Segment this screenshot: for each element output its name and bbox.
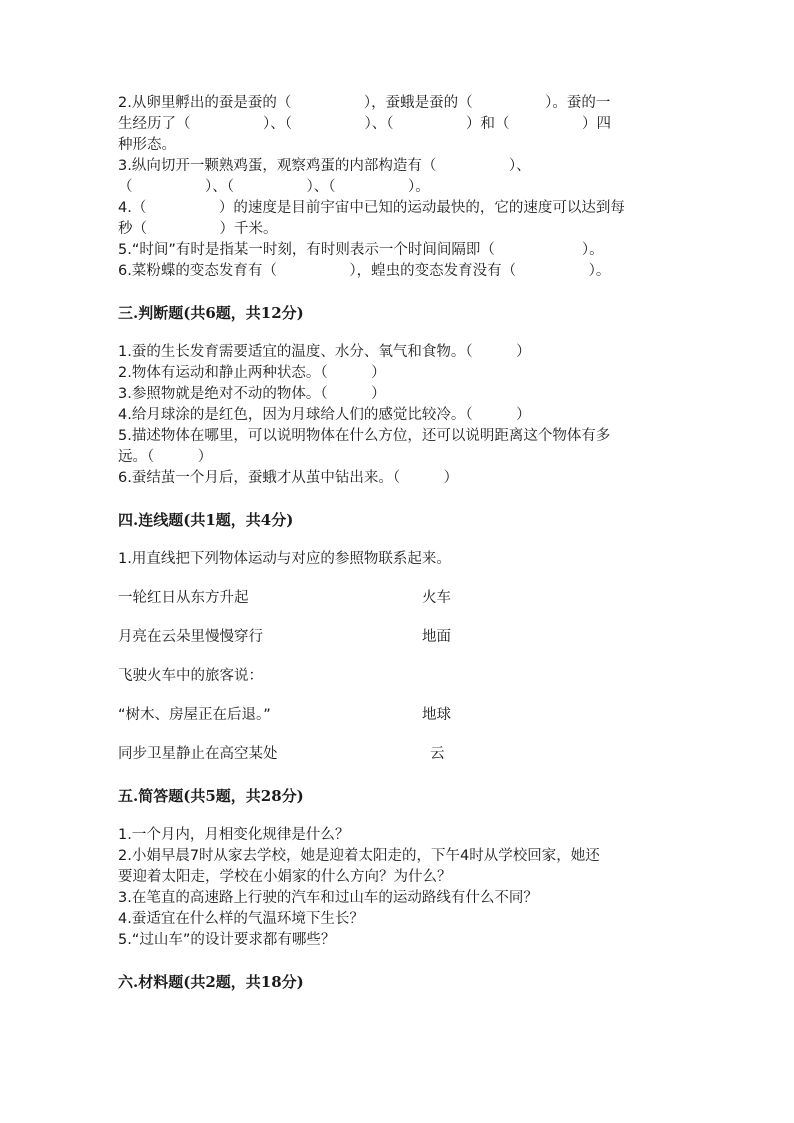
- short-q2-line1: 2.小娟早晨7时从家去学校，她是迎着太阳走的，下午4时从学校回家，她还: [118, 848, 600, 864]
- fill-q3-line2: （ ）、（ ）、（ ）。: [118, 179, 430, 195]
- match-row-2: [118, 627, 678, 648]
- match-right-2: 地面: [422, 629, 451, 645]
- section-heading-judge: 三.判断题(共6题，共12分): [118, 304, 304, 322]
- match-row-5: [118, 744, 678, 765]
- fill-q3-line1: 3.纵向切开一颗熟鸡蛋，观察鸡蛋的内部构造有（ ）、: [118, 158, 531, 174]
- fill-q5: 5.“时间”有时是指某一时刻，有时则表示一个时间间隔即（ ）。: [118, 242, 604, 258]
- match-left-3: 飞驶火车中的旅客说：: [118, 668, 263, 684]
- match-left-2: 月亮在云朵里慢慢穿行: [118, 629, 263, 645]
- match-left-1: 一轮红日从东方升起: [118, 590, 249, 606]
- match-row-1: [118, 588, 678, 609]
- section-heading-material: 六.材料题(共2题，共18分): [118, 973, 304, 991]
- short-q2-line2: 要迎着太阳走，学校在小娟家的什么方向？为什么？: [118, 869, 452, 885]
- page-content: [118, 93, 678, 993]
- judge-q5-line1: 5.描述物体在哪里，可以说明物体在什么方位，还可以说明距离这个物体有多: [118, 428, 611, 444]
- section-heading-short: 五.简答题(共5题，共28分): [118, 787, 304, 805]
- match-right-4: 地球: [422, 707, 451, 723]
- fill-q2-line2: 生经历了（ ）、（ ）、（ ）和（ ）四: [118, 116, 611, 132]
- judge-q5-line2: 远。（ ）: [118, 449, 213, 465]
- short-q5: 5.“过山车”的设计要求都有哪些？: [118, 932, 336, 948]
- fill-q4-line1: 4.（ ）的速度是目前宇宙中已知的运动最快的，它的速度可以达到每: [118, 200, 625, 216]
- match-left-4: “树木、房屋正在后退。”: [118, 707, 271, 723]
- match-right-1: 火车: [422, 590, 451, 606]
- match-left-5: 同步卫星静止在高空某处: [118, 746, 278, 762]
- judge-q3: 3.参照物就是绝对不动的物体。（ ）: [118, 386, 386, 402]
- short-q1: 1.一个月内，月相变化规律是什么？: [118, 827, 350, 843]
- judge-q4: 4.给月球涂的是红色，因为月球给人们的感觉比较冷。（ ）: [118, 407, 531, 423]
- fill-q4-line2: 秒（ ）千米。: [118, 221, 278, 237]
- match-row-3: [118, 666, 678, 687]
- fill-q2-line3: 种形态。: [118, 137, 176, 153]
- short-q3: 3.在笔直的高速路上行驶的汽车和过山车的运动路线有什么不同？: [118, 890, 538, 906]
- judge-q6: 6.蚕结茧一个月后，蚕蛾才从茧中钻出来。（ ）: [118, 470, 459, 486]
- judge-q2: 2.物体有运动和静止两种状态。（ ）: [118, 365, 386, 381]
- fill-q2-line1: 2.从卵里孵出的蚕是蚕的（ ），蚕蛾是蚕的（ ）。蚕的一: [118, 95, 611, 111]
- match-row-4: [118, 705, 678, 726]
- match-right-5: 云: [430, 746, 445, 762]
- match-instruction: 1.用直线把下列物体运动与对应的参照物联系起来。: [118, 551, 451, 567]
- short-q4: 4.蚕适宜在什么样的气温环境下生长？: [118, 911, 364, 927]
- section-heading-match: 四.连线题(共1题，共4分): [118, 511, 294, 529]
- judge-q1: 1.蚕的生长发育需要适宜的温度、水分、氧气和食物。（ ）: [118, 344, 531, 360]
- fill-q6: 6.菜粉蝶的变态发育有（ ），蝗虫的变态发育没有（ ）。: [118, 263, 611, 279]
